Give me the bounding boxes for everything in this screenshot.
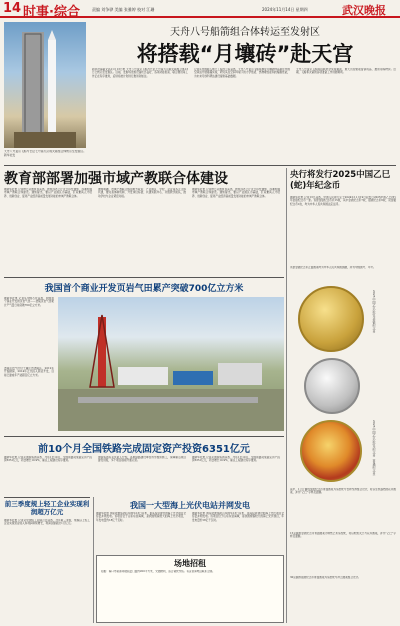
story2-headline: 教育部部署加强市域产教联合体建设 <box>4 171 228 187</box>
paper-logo: 武汉晚报 <box>342 4 386 17</box>
staff-credits: 责编 刘争骅 美编 张雅婷 校对 江珊 <box>92 7 155 12</box>
top-photo <box>4 22 86 148</box>
story4-body-col2: 国铁集团有关负责人介绍，各地铁路建设单位科学组织施工，保障重点项目建设进度，多个项目提前开通运营。 <box>98 456 186 463</box>
sidebar-body-5: 30克圆形银质纪念币背面图案为造型蛇与祥云图案组合设计。 <box>290 576 361 579</box>
sidebar-body-4: 15克圆形金质纪念币背面图案为剪纸艺术造型蛇，衬以蛇衔灵芝与花卉图案，并刊“乙巳”字样及面额。 <box>290 532 396 539</box>
rocket-tower-illustration <box>4 22 86 148</box>
story6-body-col1: 据新华社电 国家能源集团山东国华13日宣布，由其投资建设的海上光伏项目全容量并网发电。该项目位于山东东营海域，是我国规模较大的海上光伏项目，年发电量约18亿千瓦时。 <box>96 512 186 522</box>
drilling-site-illustration <box>58 297 284 431</box>
top-body-col1: 新华社海南文昌11月13日电 天舟八号货运飞船与长征七号遥九运载火箭组合体13日已转运至发射区。目前，发射场设施设备状态良好，各项功能检查、联合测试等工作正在有序推进，后续将按计划进行推进剂加注。 <box>92 68 188 78</box>
ads-body: 招租：海口市某商务楼底层门面约200平方米，交通便利，适合餐饮零售。有意者请电话联系洽谈。 <box>101 570 215 573</box>
divider <box>4 497 90 498</box>
story3-body-col1: 据新华社电 记者从中国石化获悉，我国首个商业开发的页岩气田——涪陵页岩气田累计产气量日前突破700亿立方米。 <box>4 297 54 307</box>
masthead <box>0 0 400 18</box>
story2-body-col1: 据新华社电 记者昨日从教育部获悉，教育部办公厅近日印发通知，部署加强市域产教联合体建设。通知提出，要以产业园区为基础，打造兼具人才培养、创新创业、促进产业经济高质量发展功能的市域产教联合体。 <box>4 188 92 198</box>
divider <box>4 277 284 278</box>
ads-title: 场地招租 <box>174 559 206 568</box>
top-photo-caption: 天舟八号货运飞船与长征七号遥九运载火箭组合体转运至发射区。 新华社发 <box>4 150 86 157</box>
page-number: 14 <box>3 1 22 16</box>
story6-body-col2: 据新华社电 国家能源集团山东国华13日宣布，由其投资建设的海上光伏项目全容量并网发电。该项目位于山东东营海域，是我国规模较大的海上光伏项目，年发电量约18亿千瓦时。 <box>192 512 284 522</box>
story4-headline: 前10个月全国铁路完成固定资产投资6351亿元 <box>38 444 250 455</box>
story2-body-col2: 通知明确，市域产教联合体由地方政府、产业园区、学校、企业等多元主体共建，要完善体制机制、开发岗位标准、共建实践中心、共组教学团队，推动学校与企业紧密对接。 <box>98 188 186 198</box>
sidebar-headline: 央行将发行2025中国乙巳(蛇)年纪念币 <box>290 170 391 191</box>
top-kicker: 天舟八号船箭组合体转运至发射区 <box>170 27 320 38</box>
story5-body: 据新华社电 记者从中国轻工业联合会获悉，今年前三季度，规模以上轻工企业实现营业收入和利润持续增长，利润总额超过1万亿元。 <box>4 519 90 526</box>
gold-coin-image <box>298 286 364 352</box>
story3-headline: 我国首个商业开发页岩气田累产突破700亿立方米 <box>44 284 244 294</box>
divider <box>4 165 396 166</box>
gas-field-photo <box>58 297 284 431</box>
sidebar-body: 据新华社电 记者13日获悉，中国人民银行定于2024年11月19日起发行2025中国乙巳(蛇)年金银纪念币一套。该套金银纪念币共15枚，其中金质纪念币7枚、银质纪念币6枚、双金属纪念币1枚，均为中华人民共和国法定货币。 <box>290 196 396 206</box>
color-coin-image <box>300 420 362 482</box>
issue-date: 2024年11月14日 星期四 <box>262 7 308 12</box>
coin-caption-top: 2025中国乙巳(蛇)年金银纪念币 <box>372 290 376 333</box>
divider <box>4 436 284 437</box>
top-body-col2: 记者从中国载人航天工程办公室获悉，天舟八号货运飞船将携带月壤砖样品前往中国空间站开展暴露实验，研究其在空间环境下的力学性能、热物理性能和抗辐射性能，为未来月球科研站建设提供基础数据。 <box>194 68 290 78</box>
coin-caption-bottom: 2025中国乙巳(蛇)年纪念币（普通纪念币） <box>372 420 376 478</box>
top-body-col3: 天舟八号货运飞船将搭载科学实验载荷、航天员在轨驻留消耗品、推进剂等物资。近期，飞船和火箭的各项准备工作进展顺利。 <box>296 68 396 75</box>
section-title: 时事·综合 <box>23 5 80 20</box>
sidebar-divider <box>286 168 287 623</box>
sidebar-body-3: 其中，1公斤圆形金质纪念币背面图案为造型蛇与吉祥纹饰组合设计，衬以生机盎然的花卉图案，并刊“乙巳”字样及面额。 <box>290 488 396 495</box>
top-headline: 将搭载“月壤砖”赴天宫 <box>136 42 354 66</box>
story4-body-col1: 据新华社电 记者从国铁集团获悉，今年1至10月，全国铁路完成固定资产投资6351亿元，同比增长10.9%，重点工程建设有序推进。 <box>4 456 92 463</box>
story4-body-col3: 据新华社电 记者从国铁集团获悉，今年1至10月，全国铁路完成固定资产投资6351亿元，同比增长10.9%，重点工程建设有序推进。 <box>192 456 280 463</box>
sidebar-body-2: 该套金银纪念币正面图案均为中华人民共和国国徽，并刊中国国号、年号。 <box>290 266 376 269</box>
story2-body-col3: 据新华社电 记者昨日从教育部获悉，教育部办公厅近日印发通知，部署加强市域产教联合体建设。通知提出，要以产业园区为基础，打造兼具人才培养、创新创业、促进产业经济高质量发展功能的市域产教联合体。 <box>192 188 280 198</box>
story5-headline: 前三季度规上轻工企业实现利润超万亿元 <box>4 500 90 516</box>
story3-body-col2: 涪陵页岩气田位于重庆市涪陵区，2012年开始勘探，2014年正式投入商业开发，目前已建成年产能超百亿立方米。 <box>4 367 54 377</box>
classified-ads-box <box>96 555 284 623</box>
column-divider <box>93 497 94 623</box>
story6-headline: 我国一大型海上光伏电站并网发电 <box>130 501 250 510</box>
silver-coin-image <box>304 358 360 414</box>
